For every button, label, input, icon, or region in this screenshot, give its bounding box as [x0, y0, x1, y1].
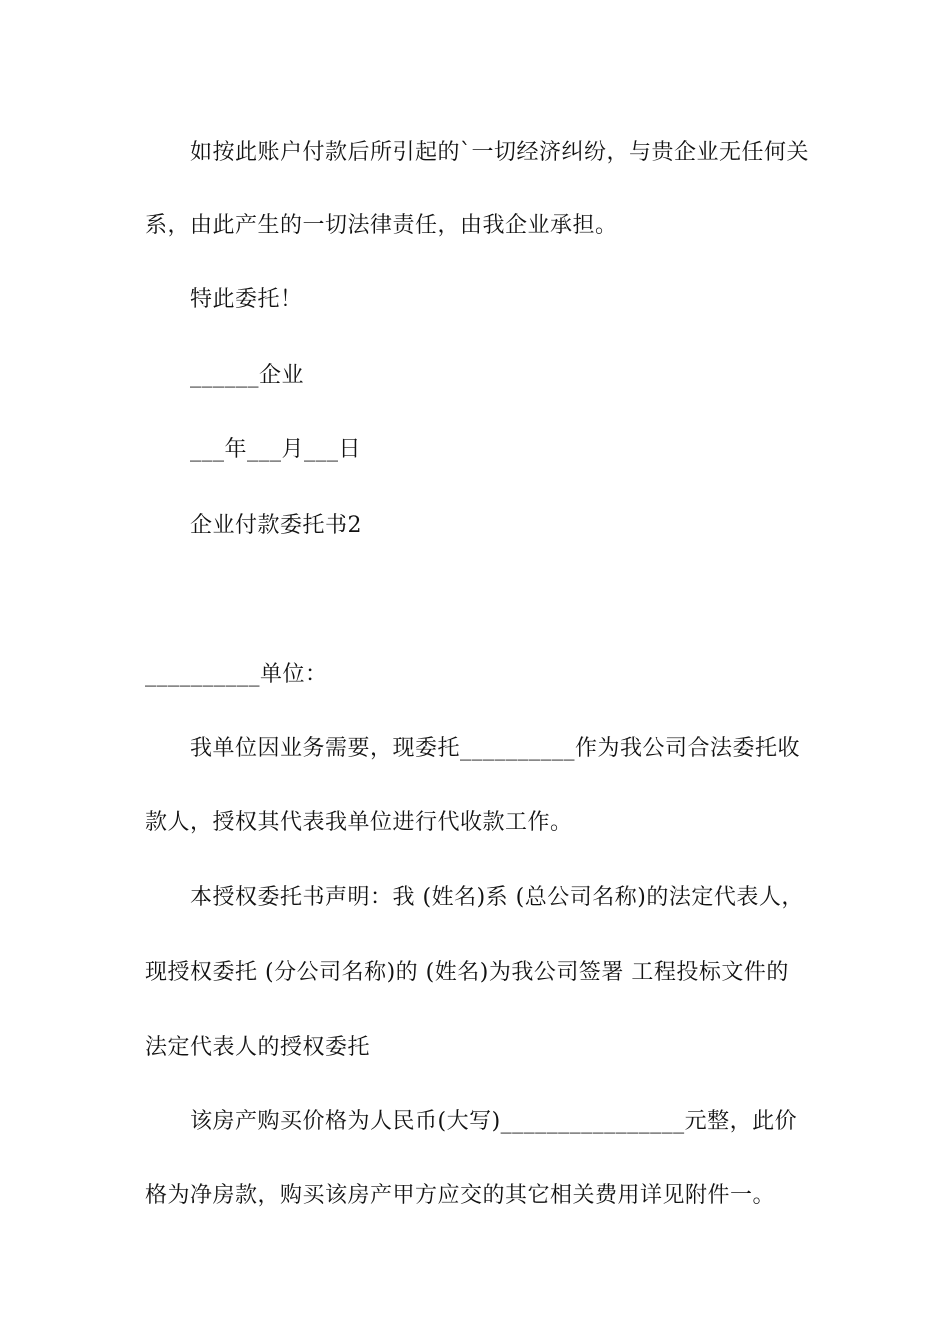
paragraph-line: 现授权委托 (分公司名称)的 (姓名)为我公司签署 工程投标文件的 [145, 960, 789, 985]
date-line: ___年___月___日 [190, 437, 362, 462]
section-title: 企业付款委托书2 [190, 513, 362, 538]
paragraph-line: 系，由此产生的一切法律责任，由我企业承担。 [145, 213, 618, 238]
paragraph-line: 我单位因业务需要，现委托__________作为我公司合法委托收 [190, 736, 801, 761]
paragraph-line: 法定代表人的授权委托 [145, 1035, 371, 1060]
company-signature-line: ______企业 [190, 363, 305, 388]
recipient-line: __________单位： [145, 662, 328, 687]
paragraph-line: 特此委托！ [190, 287, 303, 312]
paragraph-line: 如按此账户付款后所引起的`一切经济纠纷，与贵企业无任何关 [190, 140, 810, 165]
paragraph-line: 本授权委托书声明：我 (姓名)系 (总公司名称)的法定代表人， [190, 885, 804, 910]
paragraph-line: 格为净房款，购买该房产甲方应交的其它相关费用详见附件一。 [145, 1183, 776, 1208]
paragraph-line: 款人，授权其代表我单位进行代收款工作。 [145, 810, 573, 835]
paragraph-line: 该房产购买价格为人民币(大写)________________元整，此价 [190, 1109, 798, 1134]
